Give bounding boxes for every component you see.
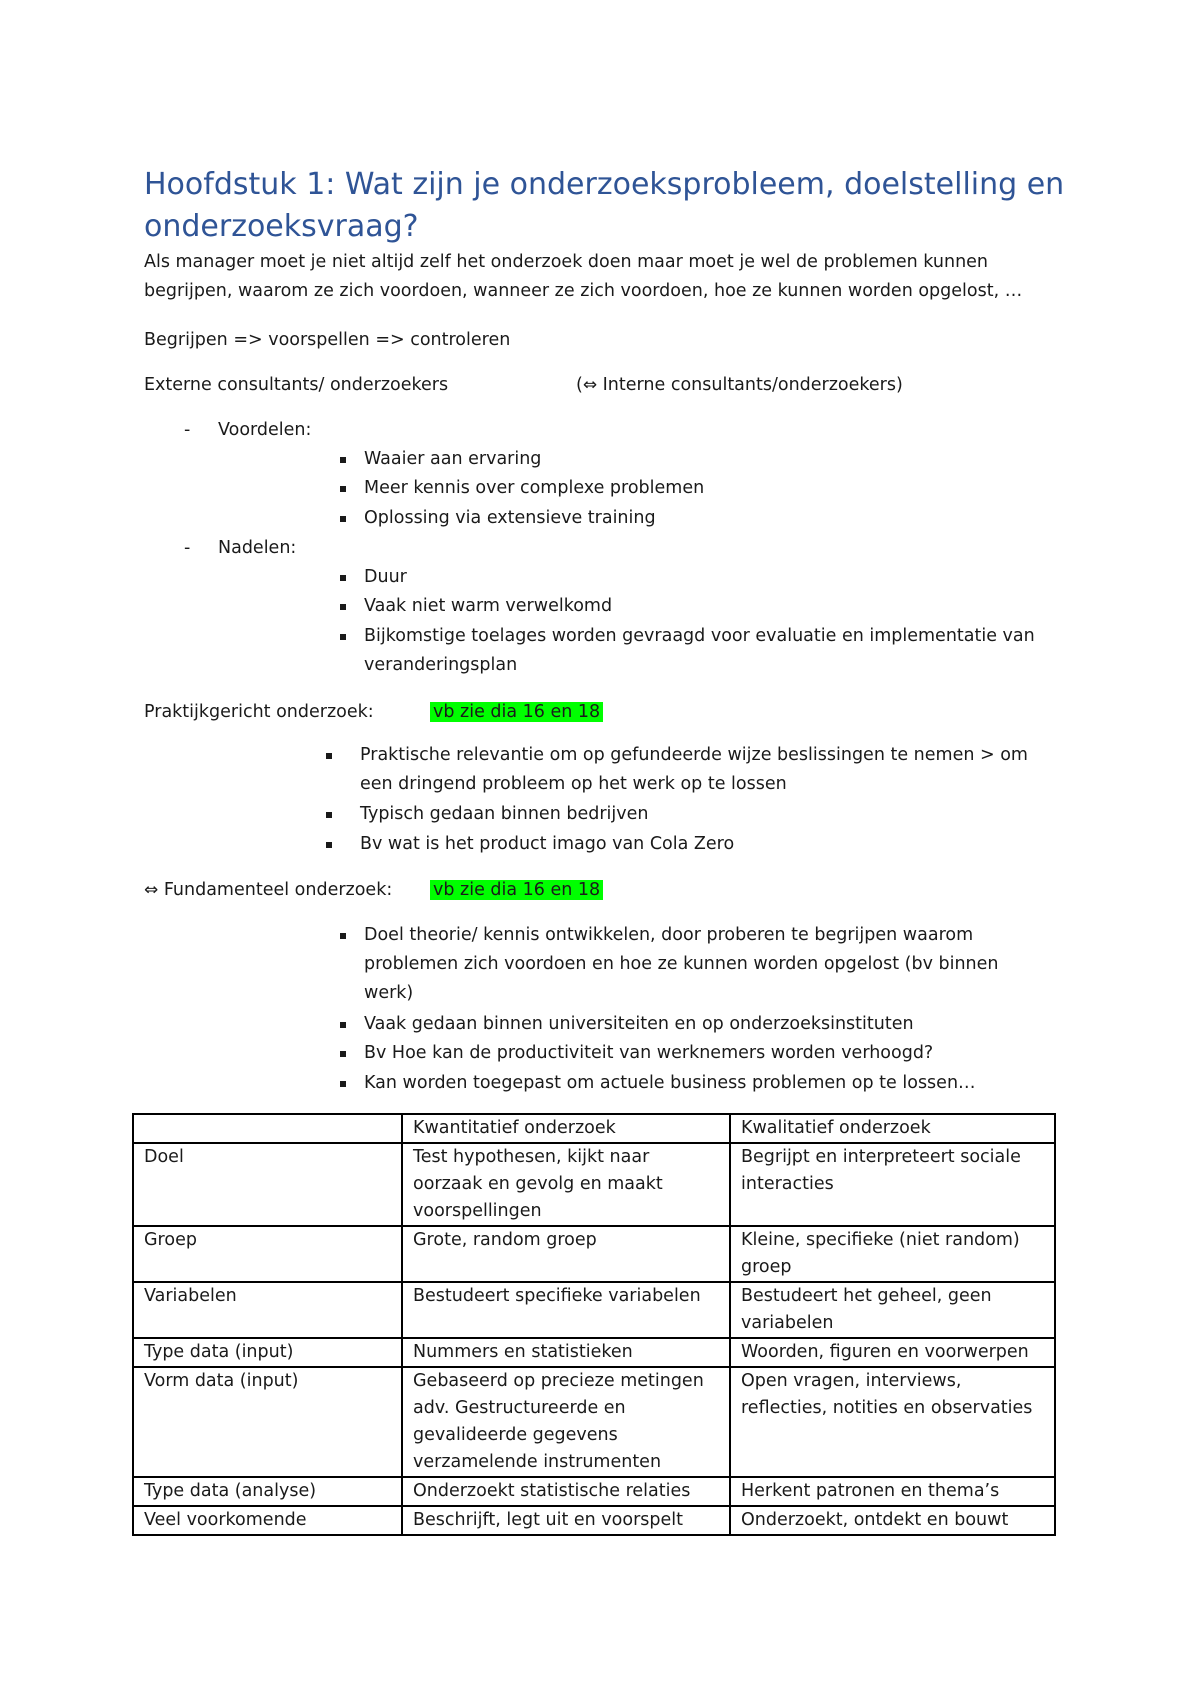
basic-research-highlight: vb zie dia 16 en 18 — [430, 876, 603, 905]
table-cell: Onderzoekt statistische relaties — [402, 1477, 730, 1506]
table-cell: Groep — [133, 1226, 402, 1282]
table-cell: Woorden, figuren en voorwerpen — [730, 1338, 1055, 1367]
square-bullet-icon — [340, 516, 346, 522]
advantages-label: Voordelen: — [218, 420, 312, 440]
applied-research-label: Praktijkgericht onderzoek: — [144, 702, 374, 722]
disadvantage-item: Bijkomstige toelages worden gevraagd voor evaluatie en implementatie van veranderingsplan — [364, 626, 1035, 675]
table-header-cell — [133, 1114, 402, 1143]
table-cell: Type data (input) — [133, 1338, 402, 1367]
square-bullet-icon — [340, 1051, 346, 1057]
external-consultants: Externe consultants/ onderzoekers — [144, 375, 449, 395]
square-bullet-icon — [326, 842, 332, 848]
advantage-item: Oplossing via extensieve training — [364, 508, 656, 528]
table-cell: Beschrijft, legt uit en voorspelt — [402, 1506, 730, 1535]
chapter-title: Hoofdstuk 1: Wat zijn je onderzoeksprobleem, doelstelling en onderzoeksvraag? — [144, 167, 1065, 244]
table-header-cell: Kwalitatief onderzoek — [730, 1114, 1055, 1143]
table-cell: Onderzoekt, ontdekt en bouwt — [730, 1506, 1055, 1535]
table-cell: Bestudeert het geheel, geen variabelen — [730, 1282, 1055, 1338]
applied-research-highlight: vb zie dia 16 en 18 — [430, 698, 603, 727]
applied-item: Praktische relevantie om op gefundeerde wijze beslissingen te nemen > om een dringend probleem op het werk op te lossen — [360, 745, 1028, 794]
table-cell: Open vragen, interviews, reflecties, notities en observaties — [730, 1367, 1055, 1477]
square-bullet-icon — [340, 1022, 346, 1028]
dash-marker: - — [184, 538, 191, 558]
advantage-item: Meer kennis over complexe problemen — [364, 478, 705, 498]
table-row — [133, 1226, 1055, 1282]
square-bullet-icon — [326, 753, 332, 759]
table-cell: Veel voorkomende — [133, 1506, 402, 1535]
table-cell: Type data (analyse) — [133, 1477, 402, 1506]
disadvantage-item: Vaak niet warm verwelkomd — [364, 596, 613, 616]
basic-item: Kan worden toegepast om actuele business problemen op te lossen… — [364, 1073, 976, 1093]
table-cell: Begrijpt en interpreteert sociale interacties — [730, 1143, 1055, 1226]
square-bullet-icon — [326, 812, 332, 818]
table-header-row — [133, 1114, 1055, 1143]
square-bullet-icon — [340, 1081, 346, 1087]
square-bullet-icon — [340, 634, 346, 640]
intro-paragraph: Als manager moet je niet altijd zelf het onderzoek doen maar moet je wel de problemen kunnen begrijpen, waarom ze zich voordoen, wanneer ze zich voordoen, hoe ze kunnen worden opgelost, … — [144, 252, 1023, 301]
advantage-item: Waaier aan ervaring — [364, 449, 542, 469]
disadvantages-label: Nadelen: — [218, 538, 297, 558]
table-cell: Doel — [133, 1143, 402, 1226]
square-bullet-icon — [340, 604, 346, 610]
square-bullet-icon — [340, 457, 346, 463]
double-arrow-icon: ⇔ — [144, 880, 159, 900]
internal-consultants: (⇔ Interne consultants/onderzoekers) — [576, 375, 903, 395]
table-row — [133, 1282, 1055, 1338]
table-cell: Test hypothesen, kijkt naar oorzaak en gevolg en maakt voorspellingen — [402, 1143, 730, 1226]
table-cell: Nummers en statistieken — [402, 1338, 730, 1367]
table-row — [133, 1367, 1055, 1477]
square-bullet-icon — [340, 575, 346, 581]
double-arrow-icon: ⇔ — [582, 375, 598, 395]
table-row — [133, 1143, 1055, 1226]
applied-item: Bv wat is het product imago van Cola Zero — [360, 834, 735, 854]
disadvantage-item: Duur — [364, 567, 407, 587]
applied-item: Typisch gedaan binnen bedrijven — [360, 804, 649, 824]
table-cell: Kleine, specifieke (niet random) groep — [730, 1226, 1055, 1282]
table-cell: Gebaseerd op precieze metingen adv. Gestructureerde en gevalideerde gegevens verzamelende instrumenten — [402, 1367, 730, 1477]
basic-item: Doel theorie/ kennis ontwikkelen, door proberen te begrijpen waarom problemen zich voordoen en hoe ze kunnen worden opgelost (bv binnen werk) — [364, 925, 999, 1003]
table-cell: Grote, random groep — [402, 1226, 730, 1282]
comparison-table — [132, 1113, 1056, 1536]
table-cell: Bestudeert specifieke variabelen — [402, 1282, 730, 1338]
square-bullet-icon — [340, 933, 346, 939]
dash-marker: - — [184, 420, 191, 440]
table-header-cell: Kwantitatief onderzoek — [402, 1114, 730, 1143]
table-cell: Herkent patronen en thema’s — [730, 1477, 1055, 1506]
table-row — [133, 1477, 1055, 1506]
sequence-line: Begrijpen => voorspellen => controleren — [144, 330, 511, 350]
basic-item: Vaak gedaan binnen universiteiten en op onderzoeksinstituten — [364, 1014, 914, 1034]
basic-item: Bv Hoe kan de productiviteit van werknemers worden verhoogd? — [364, 1043, 934, 1063]
table-cell: Variabelen — [133, 1282, 402, 1338]
table-row — [133, 1506, 1055, 1535]
table-row — [133, 1338, 1055, 1367]
basic-research-label: ⇔ Fundamenteel onderzoek: — [144, 880, 393, 900]
table-cell: Vorm data (input) — [133, 1367, 402, 1477]
square-bullet-icon — [340, 486, 346, 492]
